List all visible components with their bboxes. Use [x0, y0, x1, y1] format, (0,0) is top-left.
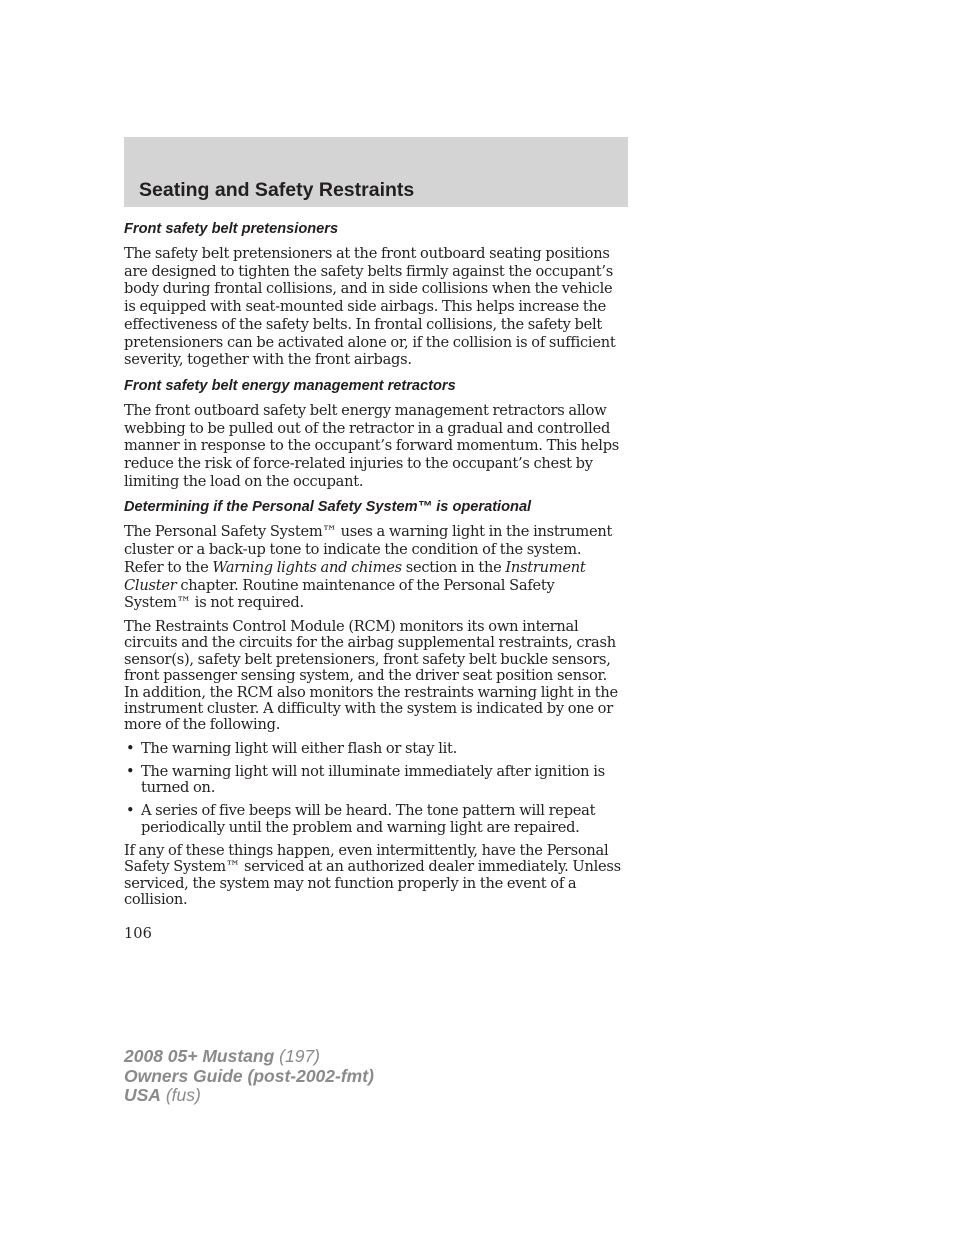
- chapter-title: Seating and Safety Restraints: [139, 179, 415, 201]
- page-number: 106: [124, 925, 152, 942]
- section-heading: Determining if the Personal Safety System™ is operational: [124, 499, 532, 516]
- bullet-marker: •: [126, 763, 135, 780]
- section-paragraph: The safety belt pretensioners at the front outboard seating positions are designed to tighten the safety belts firmly against the occupant’s body during frontal collisions, and in side collisions when the vehicle is equipped with seat-mounted side airbags. This helps increase the effectiveness of the safety belts. In frontal collisions, the safety belt pretensioners can be activated alone or, if the collision is of sufficient severity, together with the front airbags.: [124, 245, 616, 369]
- footer-line: [124, 1086, 374, 1106]
- section-heading: Front safety belt pretensioners: [124, 221, 339, 237]
- footer-guide: Owners Guide (post-2002-fmt): [124, 1065, 374, 1086]
- document-footer: [124, 1047, 374, 1106]
- list-item: [124, 741, 624, 757]
- bullet-list: [124, 741, 624, 836]
- footer-market-code: (fus): [165, 1085, 201, 1105]
- text-run: section in the: [401, 558, 506, 576]
- bullet-marker: •: [126, 739, 135, 757]
- list-item-text: The warning light will either flash or stay lit.: [141, 739, 458, 757]
- page-content: [124, 221, 624, 915]
- section-paragraph: [124, 523, 624, 612]
- footer-line: [124, 1047, 374, 1067]
- section-pretensioners: [124, 221, 624, 369]
- section-heading: Front safety belt energy management retractors: [124, 377, 456, 394]
- section-paragraph: The Restraints Control Module (RCM) monitors its own internal circuits and the circuits for the airbag supplemental restraints, crash sensor(s), safety belt pretensioners, front safety belt buckle sensors, front passenger sensing system, and the driver seat position sensor. In addition, the RCM also monitors the restraints warning light in the instrument cluster. A difficulty with the system is indicated by one or more of the following.: [124, 617, 618, 734]
- chapter-header-band: [124, 137, 628, 207]
- footer-market: USA: [124, 1085, 161, 1105]
- footer-model: 2008 05+ Mustang: [124, 1046, 275, 1066]
- list-item-text: The warning light will not illuminate immediately after ignition is turned on.: [141, 763, 605, 797]
- list-item-text: A series of five beeps will be heard. The tone pattern will repeat periodically until the problem and warning light are repaired.: [141, 802, 596, 836]
- bullet-marker: •: [126, 802, 135, 820]
- list-item: [124, 764, 624, 796]
- text-run: chapter. Routine maintenance of the Personal Safety System™ is not required.: [124, 576, 555, 612]
- list-item: [124, 803, 624, 835]
- cross-reference: Instrument Cluster: [124, 558, 586, 594]
- section-paragraph: If any of these things happen, even intermittently, have the Personal Safety System™ serviced at an authorized dealer immediately. Unless serviced, the system may not function properly in the event of a collision.: [124, 841, 621, 909]
- section-system-operational: [124, 499, 624, 908]
- text-run: The Personal Safety System™ uses a warning light in the instrument cluster or a back-up tone to indicate the condition of the system. Refer to the: [124, 523, 613, 576]
- cross-reference: Warning lights and chimes: [212, 558, 402, 576]
- footer-model-code: (197): [279, 1046, 321, 1066]
- section-paragraph: The front outboard safety belt energy management retractors allow webbing to be pulled out of the retractor in a gradual and controlled manner in response to the occupant’s forward momentum. This helps reduce the risk of force-related injuries to the occupant’s chest by limiting the load on the occupant.: [124, 401, 620, 490]
- section-energy-retractors: [124, 378, 624, 491]
- footer-line: [124, 1067, 374, 1087]
